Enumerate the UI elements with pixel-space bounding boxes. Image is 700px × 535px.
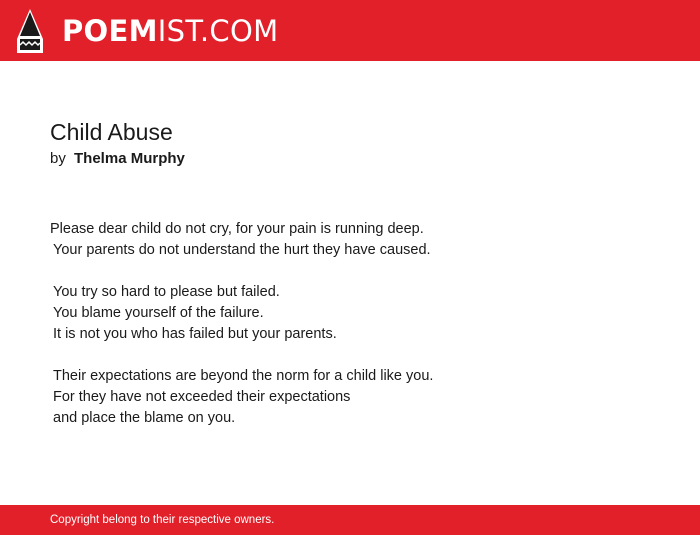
poem-line: Your parents do not understand the hurt they have caused.: [53, 242, 431, 258]
site-header: [0, 0, 700, 61]
site-logo[interactable]: [62, 12, 278, 50]
poem-line: It is not you who has failed but your parents.: [53, 326, 337, 342]
stanza: [50, 366, 670, 429]
author-name[interactable]: Thelma Murphy: [74, 150, 185, 167]
copyright-text: Copyright belong to their respective owners.: [50, 514, 275, 526]
poem-line: and place the blame on you.: [53, 410, 236, 426]
poem-line: For they have not exceeded their expectations: [53, 389, 351, 405]
pencil-icon[interactable]: [17, 9, 43, 53]
by-label: by: [50, 150, 66, 167]
site-footer: [0, 505, 700, 535]
poem-line: Their expectations are beyond the norm for a child like you.: [53, 368, 434, 384]
poem-line: You try so hard to please but failed.: [53, 284, 280, 300]
poem-body: [50, 219, 670, 450]
poem-title: Child Abuse: [50, 119, 173, 145]
byline: [50, 149, 185, 169]
logo-text-light: IST.COM: [157, 14, 279, 48]
poem-line: Please dear child do not cry, for your pain is running deep.: [50, 221, 424, 237]
stanza: [50, 282, 670, 345]
poem-line: You blame yourself of the failure.: [53, 305, 264, 321]
logo-text-bold: POEM: [62, 14, 158, 48]
stanza: [50, 219, 670, 261]
